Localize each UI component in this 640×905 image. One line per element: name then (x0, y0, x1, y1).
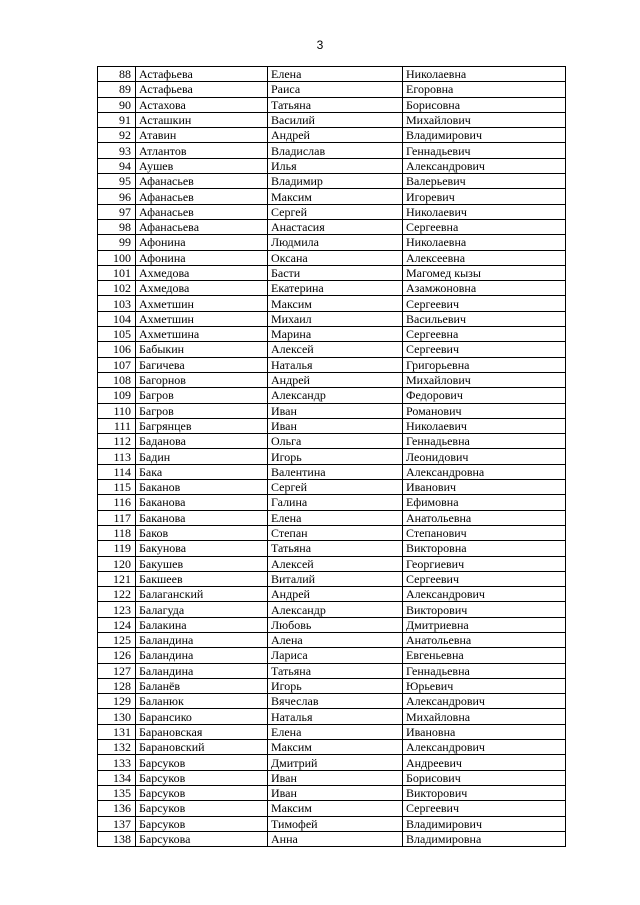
last-name-cell: Баланюк (136, 694, 268, 709)
row-number: 115 (98, 480, 136, 495)
table-row (98, 510, 566, 525)
patronymic-cell: Михайловна (403, 709, 566, 724)
first-name-cell: Оксана (268, 250, 403, 265)
patronymic-cell: Викторович (403, 785, 566, 800)
last-name-cell: Бакшеев (136, 571, 268, 586)
patronymic-cell: Азамжоновна (403, 281, 566, 296)
first-name-cell: Василий (268, 112, 403, 127)
row-number: 120 (98, 556, 136, 571)
row-number: 134 (98, 770, 136, 785)
first-name-cell: Наталья (268, 357, 403, 372)
last-name-cell: Ахметшина (136, 327, 268, 342)
last-name-cell: Афонина (136, 250, 268, 265)
table-row (98, 495, 566, 510)
first-name-cell: Татьяна (268, 541, 403, 556)
row-number: 122 (98, 587, 136, 602)
row-number: 92 (98, 128, 136, 143)
table-row (98, 372, 566, 387)
row-number: 129 (98, 694, 136, 709)
table-row (98, 235, 566, 250)
patronymic-cell: Сергеевич (403, 342, 566, 357)
last-name-cell: Балакина (136, 617, 268, 632)
row-number: 93 (98, 143, 136, 158)
first-name-cell: Иван (268, 418, 403, 433)
table-row (98, 311, 566, 326)
table-row (98, 204, 566, 219)
first-name-cell: Алексей (268, 556, 403, 571)
patronymic-cell: Николаевна (403, 67, 566, 82)
table-row (98, 709, 566, 724)
row-number: 125 (98, 632, 136, 647)
row-number: 109 (98, 388, 136, 403)
row-number: 138 (98, 831, 136, 846)
row-number: 132 (98, 740, 136, 755)
patronymic-cell: Михайлович (403, 112, 566, 127)
table-row (98, 158, 566, 173)
first-name-cell: Игорь (268, 449, 403, 464)
row-number: 91 (98, 112, 136, 127)
row-number: 116 (98, 495, 136, 510)
last-name-cell: Барсукова (136, 831, 268, 846)
table-row (98, 128, 566, 143)
table-row (98, 357, 566, 372)
row-number: 133 (98, 755, 136, 770)
first-name-cell: Раиса (268, 82, 403, 97)
table-row (98, 67, 566, 82)
last-name-cell: Астахова (136, 97, 268, 112)
patronymic-cell: Алексеевна (403, 250, 566, 265)
last-name-cell: Бакушев (136, 556, 268, 571)
first-name-cell: Илья (268, 158, 403, 173)
patronymic-cell: Борисович (403, 770, 566, 785)
first-name-cell: Ольга (268, 434, 403, 449)
patronymic-cell: Игоревич (403, 189, 566, 204)
table-row (98, 541, 566, 556)
page-number: 3 (316, 38, 324, 52)
last-name-cell: Атавин (136, 128, 268, 143)
row-number: 127 (98, 663, 136, 678)
row-number: 137 (98, 816, 136, 831)
patronymic-cell: Геннадьевна (403, 434, 566, 449)
row-number: 123 (98, 602, 136, 617)
table-row (98, 82, 566, 97)
row-number: 102 (98, 281, 136, 296)
row-number: 103 (98, 296, 136, 311)
table-row (98, 632, 566, 647)
patronymic-cell: Николаевич (403, 418, 566, 433)
row-number: 113 (98, 449, 136, 464)
patronymic-cell: Анатольевна (403, 510, 566, 525)
patronymic-cell: Васильевич (403, 311, 566, 326)
first-name-cell: Максим (268, 740, 403, 755)
first-name-cell: Марина (268, 327, 403, 342)
patronymic-cell: Владимирович (403, 128, 566, 143)
row-number: 114 (98, 464, 136, 479)
row-number: 96 (98, 189, 136, 204)
patronymic-cell: Викторович (403, 602, 566, 617)
first-name-cell: Александр (268, 602, 403, 617)
last-name-cell: Бабыкин (136, 342, 268, 357)
first-name-cell: Андрей (268, 587, 403, 602)
patronymic-cell: Романович (403, 403, 566, 418)
patronymic-cell: Борисовна (403, 97, 566, 112)
row-number: 100 (98, 250, 136, 265)
row-number: 110 (98, 403, 136, 418)
first-name-cell: Андрей (268, 372, 403, 387)
table-row (98, 525, 566, 540)
patronymic-cell: Александровна (403, 464, 566, 479)
row-number: 135 (98, 785, 136, 800)
patronymic-cell: Сергеевич (403, 296, 566, 311)
table-row (98, 801, 566, 816)
first-name-cell: Максим (268, 189, 403, 204)
first-name-cell: Тимофей (268, 816, 403, 831)
first-name-cell: Степан (268, 525, 403, 540)
row-number: 101 (98, 265, 136, 280)
row-number: 131 (98, 724, 136, 739)
row-number: 99 (98, 235, 136, 250)
table-row (98, 571, 566, 586)
row-number: 88 (98, 67, 136, 82)
patronymic-cell: Георгиевич (403, 556, 566, 571)
first-name-cell: Елена (268, 510, 403, 525)
first-name-cell: Михаил (268, 311, 403, 326)
last-name-cell: Афанасьев (136, 189, 268, 204)
last-name-cell: Афонина (136, 235, 268, 250)
patronymic-cell: Ивановна (403, 724, 566, 739)
row-number: 98 (98, 219, 136, 234)
first-name-cell: Алексей (268, 342, 403, 357)
last-name-cell: Барсуков (136, 801, 268, 816)
first-name-cell: Анна (268, 831, 403, 846)
first-name-cell: Галина (268, 495, 403, 510)
table-row (98, 755, 566, 770)
row-number: 128 (98, 678, 136, 693)
first-name-cell: Валентина (268, 464, 403, 479)
last-name-cell: Баданова (136, 434, 268, 449)
patronymic-cell: Сергеевна (403, 327, 566, 342)
first-name-cell: Максим (268, 296, 403, 311)
table-row (98, 694, 566, 709)
row-number: 95 (98, 174, 136, 189)
last-name-cell: Баландина (136, 648, 268, 663)
row-number: 97 (98, 204, 136, 219)
patronymic-cell: Дмитриевна (403, 617, 566, 632)
table-row (98, 388, 566, 403)
table-row (98, 678, 566, 693)
row-number: 89 (98, 82, 136, 97)
last-name-cell: Бакунова (136, 541, 268, 556)
last-name-cell: Балаганский (136, 587, 268, 602)
last-name-cell: Баканова (136, 510, 268, 525)
last-name-cell: Ахметшин (136, 296, 268, 311)
patronymic-cell: Александрович (403, 694, 566, 709)
last-name-cell: Барсуков (136, 755, 268, 770)
patronymic-cell: Андреевич (403, 755, 566, 770)
patronymic-cell: Григорьевна (403, 357, 566, 372)
last-name-cell: Баландина (136, 632, 268, 647)
patronymic-cell: Владимирович (403, 816, 566, 831)
first-name-cell: Виталий (268, 571, 403, 586)
patronymic-cell: Александрович (403, 740, 566, 755)
table-row (98, 816, 566, 831)
first-name-cell: Людмила (268, 235, 403, 250)
first-name-cell: Лариса (268, 648, 403, 663)
patronymic-cell: Сергеевич (403, 571, 566, 586)
patronymic-cell: Юрьевич (403, 678, 566, 693)
first-name-cell: Екатерина (268, 281, 403, 296)
row-number: 126 (98, 648, 136, 663)
first-name-cell: Татьяна (268, 663, 403, 678)
table-row (98, 418, 566, 433)
roster-table (97, 66, 566, 847)
table-row (98, 112, 566, 127)
patronymic-cell: Владимировна (403, 831, 566, 846)
first-name-cell: Басти (268, 265, 403, 280)
table-row (98, 189, 566, 204)
table-row (98, 296, 566, 311)
last-name-cell: Ахмедова (136, 281, 268, 296)
last-name-cell: Атлантов (136, 143, 268, 158)
row-number: 105 (98, 327, 136, 342)
table-row (98, 663, 566, 678)
row-number: 136 (98, 801, 136, 816)
row-number: 106 (98, 342, 136, 357)
first-name-cell: Андрей (268, 128, 403, 143)
last-name-cell: Бака (136, 464, 268, 479)
last-name-cell: Баканова (136, 495, 268, 510)
patronymic-cell: Александрович (403, 158, 566, 173)
patronymic-cell: Михайлович (403, 372, 566, 387)
patronymic-cell: Геннадьевич (403, 143, 566, 158)
row-number: 130 (98, 709, 136, 724)
patronymic-cell: Егоровна (403, 82, 566, 97)
first-name-cell: Елена (268, 724, 403, 739)
last-name-cell: Астафьева (136, 67, 268, 82)
last-name-cell: Барсуков (136, 816, 268, 831)
first-name-cell: Сергей (268, 480, 403, 495)
row-number: 124 (98, 617, 136, 632)
row-number: 112 (98, 434, 136, 449)
patronymic-cell: Александрович (403, 587, 566, 602)
last-name-cell: Баканов (136, 480, 268, 495)
last-name-cell: Афанасьев (136, 204, 268, 219)
first-name-cell: Максим (268, 801, 403, 816)
last-name-cell: Астафьева (136, 82, 268, 97)
last-name-cell: Багров (136, 403, 268, 418)
table-row (98, 480, 566, 495)
last-name-cell: Багров (136, 388, 268, 403)
patronymic-cell: Сергеевна (403, 219, 566, 234)
first-name-cell: Иван (268, 770, 403, 785)
table-row (98, 464, 566, 479)
first-name-cell: Анастасия (268, 219, 403, 234)
row-number: 111 (98, 418, 136, 433)
patronymic-cell: Иванович (403, 480, 566, 495)
table-row (98, 785, 566, 800)
first-name-cell: Татьяна (268, 97, 403, 112)
table-row (98, 403, 566, 418)
first-name-cell: Дмитрий (268, 755, 403, 770)
first-name-cell: Владислав (268, 143, 403, 158)
row-number: 94 (98, 158, 136, 173)
table-row (98, 327, 566, 342)
row-number: 121 (98, 571, 136, 586)
last-name-cell: Баландина (136, 663, 268, 678)
last-name-cell: Ахметшин (136, 311, 268, 326)
row-number: 117 (98, 510, 136, 525)
row-number: 118 (98, 525, 136, 540)
patronymic-cell: Евгеньевна (403, 648, 566, 663)
patronymic-cell: Николаевна (403, 235, 566, 250)
patronymic-cell: Степанович (403, 525, 566, 540)
last-name-cell: Барановский (136, 740, 268, 755)
patronymic-cell: Николаевич (403, 204, 566, 219)
table-row (98, 265, 566, 280)
first-name-cell: Иван (268, 785, 403, 800)
first-name-cell: Вячеслав (268, 694, 403, 709)
table-row (98, 97, 566, 112)
last-name-cell: Баков (136, 525, 268, 540)
first-name-cell: Александр (268, 388, 403, 403)
table-row (98, 740, 566, 755)
table-row (98, 831, 566, 846)
row-number: 104 (98, 311, 136, 326)
table-row (98, 342, 566, 357)
last-name-cell: Асташкин (136, 112, 268, 127)
last-name-cell: Багорнов (136, 372, 268, 387)
last-name-cell: Барансико (136, 709, 268, 724)
table-row (98, 174, 566, 189)
patronymic-cell: Магомед кызы (403, 265, 566, 280)
roster-table-body (98, 67, 566, 847)
table-row (98, 219, 566, 234)
first-name-cell: Владимир (268, 174, 403, 189)
table-row (98, 602, 566, 617)
table-row (98, 587, 566, 602)
row-number: 108 (98, 372, 136, 387)
row-number: 90 (98, 97, 136, 112)
first-name-cell: Наталья (268, 709, 403, 724)
table-row (98, 724, 566, 739)
last-name-cell: Баланёв (136, 678, 268, 693)
table-row (98, 434, 566, 449)
patronymic-cell: Анатольевна (403, 632, 566, 647)
last-name-cell: Багичева (136, 357, 268, 372)
patronymic-cell: Леонидович (403, 449, 566, 464)
last-name-cell: Балагуда (136, 602, 268, 617)
table-row (98, 770, 566, 785)
last-name-cell: Ахмедова (136, 265, 268, 280)
first-name-cell: Любовь (268, 617, 403, 632)
row-number: 107 (98, 357, 136, 372)
last-name-cell: Афанасьев (136, 174, 268, 189)
table-row (98, 617, 566, 632)
first-name-cell: Елена (268, 67, 403, 82)
patronymic-cell: Федорович (403, 388, 566, 403)
table-row (98, 648, 566, 663)
last-name-cell: Аушев (136, 158, 268, 173)
last-name-cell: Барсуков (136, 770, 268, 785)
table-row (98, 250, 566, 265)
first-name-cell: Иван (268, 403, 403, 418)
table-row (98, 281, 566, 296)
last-name-cell: Барановская (136, 724, 268, 739)
first-name-cell: Сергей (268, 204, 403, 219)
patronymic-cell: Геннадьевна (403, 663, 566, 678)
patronymic-cell: Ефимовна (403, 495, 566, 510)
first-name-cell: Алена (268, 632, 403, 647)
last-name-cell: Афанасьева (136, 219, 268, 234)
last-name-cell: Бадин (136, 449, 268, 464)
row-number: 119 (98, 541, 136, 556)
table-row (98, 449, 566, 464)
patronymic-cell: Сергеевич (403, 801, 566, 816)
last-name-cell: Барсуков (136, 785, 268, 800)
patronymic-cell: Викторовна (403, 541, 566, 556)
first-name-cell: Игорь (268, 678, 403, 693)
table-row (98, 143, 566, 158)
patronymic-cell: Валерьевич (403, 174, 566, 189)
last-name-cell: Багрянцев (136, 418, 268, 433)
table-row (98, 556, 566, 571)
